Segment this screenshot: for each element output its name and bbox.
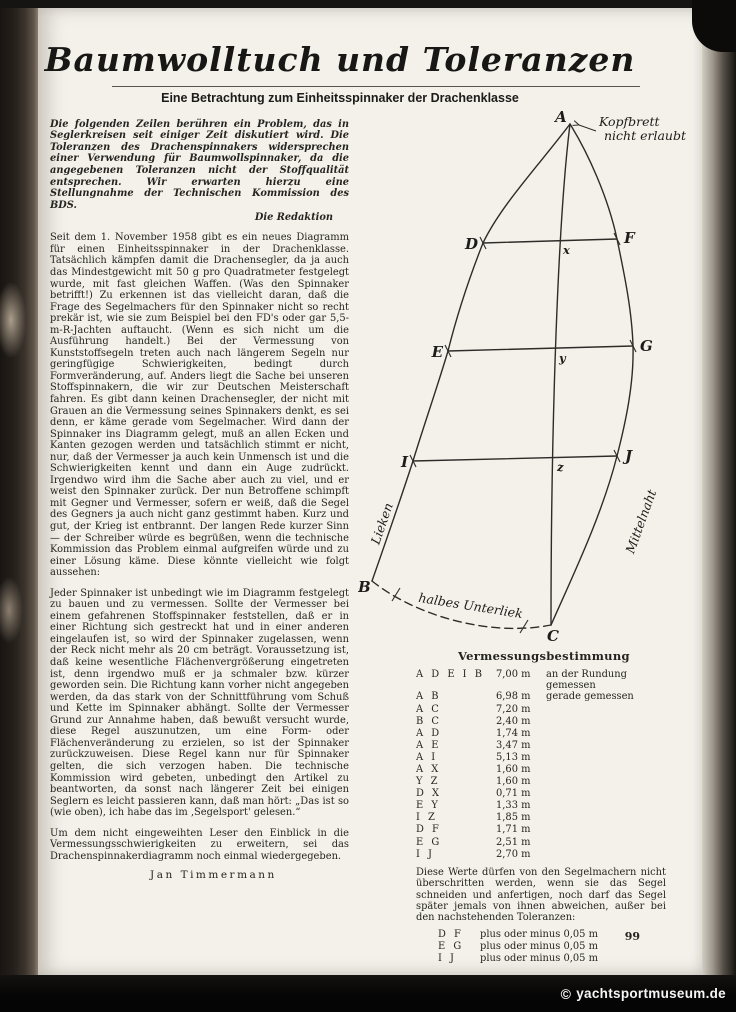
measurement-note: [546, 752, 666, 764]
tolerance-points: I J: [438, 953, 457, 965]
diagram-column: [358, 111, 702, 966]
crossline-DF: [483, 239, 617, 243]
article-paragraph: Jeder Spinnaker ist unbedingt wie im Diagramm festgelegt zu bauen und zu vermessen. Sollte der Vermesser bei einem gefahrenen Stoffspinnaker feststellen, daß er in einer Richtung sich gestreckt hat und in einer anderen eingelaufen ist, so wird der Spinnaker zugelassen, wenn der Reck nicht mehr als 20 cm beträgt. Voraussetzung ist, daß keine wesentliche Flächenvergrößerung eingetreten ist, denn irgendwo muß er ja schmaler bzw. kürzer geworden sein. Die Richtung kann vorher nicht angegeben werden, da das stark von der Schnittführung vom Schuß und Kette im Spinnaker abhängt. Sollte der Vermesser Grund zur Annahme haben, daß bewußt versucht wurde, diese Regel auszunutzen, um eine Form- oder Flächenveränderung zu erzielen, so ist der Spinnaker zurückzuweisen. Diese Regel kann nur für Spinnaker gelten, die sich verzogen haben. Die technische Kommission wird gebeten, unbedingt den Artikel zu beantworten, da sonst nach längerer Zeit bei einigen Seglern es leicht passieren kann, daß man hört: „Das ist so (wie oben), ich habe das im ‚Segelsport' gelesen.“: [50, 587, 349, 819]
tolerance-value: plus oder minus 0,05 m: [480, 928, 598, 940]
kopfbrett-annotation-line1: Kopfbrett: [599, 113, 660, 129]
measurement-row: [358, 812, 702, 824]
watermark-label: yachtsportmuseum.de: [576, 986, 726, 1001]
editorial-intro: Die folgenden Zeilen berühren ein Problem, das in Seglerkreisen seit einiger Zeit diskutiert wird. Die Toleranzen des Drachenspinnakers widersprechen einer Verwendung für Baumwollspinnaker, da die angegebenen Toleranzen nicht der Stoffqualität entsprechen. Wir erwarten hierzu eine Stellungnahme der Technischen Kommission des BDS.: [50, 118, 349, 211]
measurement-points: A I: [416, 751, 438, 763]
article-header: [38, 8, 642, 105]
page-title: Baumwolltuch und Toleranzen: [44, 40, 636, 79]
kopfbrett-arrow: [579, 125, 596, 131]
measurement-points: A C: [416, 703, 442, 715]
measurement-note: [546, 800, 666, 812]
measurement-note: [546, 704, 666, 716]
measurement-points: E G: [416, 836, 442, 848]
measurement-points: D X: [416, 788, 442, 800]
measurement-points: A B: [416, 691, 442, 703]
measurement-note: [546, 728, 666, 740]
point-C-label: C: [547, 626, 559, 645]
measurement-note: [546, 824, 666, 836]
point-F-label: F: [624, 228, 635, 247]
measurement-points: I J: [416, 848, 435, 860]
tolerance-value: plus oder minus 0,05 m: [480, 953, 598, 965]
article-paragraph: Seit dem 1. November 1958 gibt es ein neues Diagramm für einen Einheitsspinnaker in der Drachenklasse. Tatsächlich kämpfen damit die Drachensegler, da ja auch das Mindestgewicht mit 50 g pro Quadratmeter festgelegt wurde, mit fast gleichen Waffen. (Was den Spinnaker betrifft!) Zu erkennen ist das vielleicht daran, daß die Frage des Segelmachers für den Spinnaker nicht so recht prekär ist, wie sie zum Beispiel bei den FD's oder gar 5,5-m-R-Jachten auftaucht. (Wenn es sich nicht um die Ausführung handelt.) Bei der Vermessung von Kunststoffsegeln treten auch nach längerem Segeln nur geringfügige Schwierigkeiten, bedingt durch Formveränderung, auf. Anders liegt die Sache bei unseren Stoffspinnakern, die wir zur Deutschen Meisterschaft fahren. Es gibt dann keinen Drachensegler, der nicht mit Grauen an die Vermessung seines Spinnakers denkt, es sei denn, er käme gerade vom Segelmacher. Wird dann der Spinnaker ins Diagramm gelegt, muß an allen Ecken und Kanten gezogen werden und tatsächlich stimmt er nicht, nur, daß der Vermesser ja auch kein Unmensch ist und die Schwierigkeiten kennt und dann ein Auge zudrückt. Irgendwo wird ihm die Sache aber auch zu viel, und er weist den Spinnaker zurück. Der nun Betroffene schimpft mit Gegner und Vermesser, sofern er weiß, daß die Segel des Gegners ja auch nicht ganz gestimmt haben. Kurz und gut, der Krieg ist entbrannt. Der langen Rede kurzer Sinn — der Schreiber würde es begrüßen, wenn die technische Kommission das Problem einmal aufgreifen würde und zu einer Lösung käme. Diese könnte vielleicht wie folgt aussehen:: [50, 232, 349, 579]
measurement-value: 1,60 m: [496, 763, 531, 775]
measurement-note: an der Rundung gemessen: [546, 668, 627, 691]
measurement-note: gerade gemessen: [546, 691, 634, 703]
measurement-row: [358, 669, 702, 692]
point-G-label: G: [640, 336, 653, 355]
measurement-row: [358, 800, 702, 812]
measurement-points: Y Z: [416, 776, 441, 788]
scan-bottom-bar: [0, 975, 736, 1012]
article-paragraph: Um dem nicht eingeweihten Leser den Einblick in die Vermessungsschwierigkeiten zu erweitern, sei das Drachenspinnakerdiagramm noch einmal wiedergegeben.: [50, 827, 349, 862]
sail-outline: [372, 124, 633, 628]
measurement-note: [546, 716, 666, 728]
measurement-row: [358, 776, 702, 788]
tolerance-value: plus oder minus 0,05 m: [480, 941, 598, 953]
editorial-signature: Die Redaktion: [254, 212, 333, 224]
measurement-row: [358, 788, 702, 800]
measurement-points: I Z: [416, 812, 438, 824]
tolerance-points: D F: [438, 928, 464, 940]
measurement-value: 1,71 m: [496, 824, 531, 836]
measurement-row: [358, 837, 702, 849]
luff-annotation: Lieken: [367, 500, 396, 546]
measurement-points: E Y: [416, 800, 441, 812]
measurement-note: [546, 776, 666, 788]
measurement-value: 6,98 m: [496, 691, 531, 703]
book-spine-shadow: [0, 0, 38, 1012]
point-z-label: z: [557, 459, 564, 474]
measurement-points: B C: [416, 715, 442, 727]
measurement-row: [358, 824, 702, 836]
point-E-label: E: [431, 342, 443, 361]
measurement-row: [358, 752, 702, 764]
tolerance-points: E G: [438, 941, 464, 953]
title-divider: [112, 86, 640, 87]
text-column: [50, 111, 349, 966]
scan-top-edge: [0, 0, 736, 8]
kopfbrett-annotation-line2: nicht erlaubt: [604, 127, 686, 143]
tolerance-row: [358, 941, 702, 953]
measurement-note: [546, 788, 666, 800]
page-subtitle: Eine Betrachtung zum Einheitsspinnaker der Drachenklasse: [161, 90, 519, 105]
measurement-heading: Vermessungsbestimmung: [458, 648, 630, 663]
measurement-value: 2,51 m: [496, 836, 531, 848]
measurement-value: 2,40 m: [496, 715, 531, 727]
tolerance-note: Diese Werte dürfen von den Segelmachern nicht überschritten werden, wenn sie das Segel schneiden und anfertigen, noch darf das Segel später jemals von ihnen abweichen, außer bei den nachstehenden Toleranzen:: [416, 866, 666, 924]
point-x-label: x: [563, 242, 570, 257]
measurement-row: [358, 704, 702, 716]
foot-annotation: halbes Unterliek: [417, 589, 524, 621]
measure-ticks: [392, 233, 636, 633]
measurement-note: [546, 849, 666, 861]
measurement-points: A D E I B: [416, 668, 485, 680]
measurement-row: [358, 740, 702, 752]
measurement-value: 1,60 m: [496, 776, 531, 788]
measurement-value: 7,20 m: [496, 703, 531, 715]
point-D-label: D: [464, 234, 478, 253]
measurement-value: 3,47 m: [496, 739, 531, 751]
middle-seam-annotation: Mittelnaht: [622, 487, 660, 556]
center-measure-line: [551, 124, 570, 625]
measurement-note: [546, 764, 666, 776]
measurement-row: [358, 849, 702, 861]
watermark: [561, 986, 726, 1002]
measurement-value: 7,00 m: [496, 668, 531, 680]
measurement-row: [358, 764, 702, 776]
magazine-page: [38, 8, 702, 975]
measurement-value: 0,71 m: [496, 788, 531, 800]
measurement-value: 5,13 m: [496, 751, 531, 763]
spinnaker-diagram: [358, 111, 702, 646]
measurement-section: [358, 649, 702, 966]
crossline-IJ: [413, 456, 617, 461]
luff-curve: [372, 124, 570, 581]
measurement-value: 2,70 m: [496, 848, 531, 860]
page-edge-shadow: [702, 8, 736, 975]
measurement-value: 1,33 m: [496, 800, 531, 812]
point-A-label: A: [555, 110, 567, 126]
measurement-points: A X: [416, 763, 441, 775]
measurement-note: [546, 837, 666, 849]
point-y-label: y: [559, 350, 566, 365]
measurement-note: [546, 812, 666, 824]
measurement-row: [358, 716, 702, 728]
measurement-row: [358, 728, 702, 740]
author-name: Jan Timmermann: [150, 869, 277, 882]
two-column-layout: [38, 111, 702, 966]
point-B-label: B: [358, 577, 371, 596]
measurement-value: 1,85 m: [496, 812, 531, 824]
measurement-value: 1,74 m: [496, 727, 531, 739]
measurement-points: A E: [416, 739, 441, 751]
tolerance-row: [358, 929, 702, 941]
copyright-icon: ©: [560, 985, 572, 1002]
point-I-label: I: [400, 452, 408, 471]
measurement-row: [358, 691, 702, 703]
page-number: 99: [624, 930, 640, 943]
measurement-note: [546, 740, 666, 752]
measurement-points: D F: [416, 824, 442, 836]
crossline-EG: [448, 346, 633, 351]
tolerance-row: [358, 953, 702, 965]
measurement-points: A D: [416, 727, 442, 739]
point-J-label: J: [625, 446, 633, 465]
